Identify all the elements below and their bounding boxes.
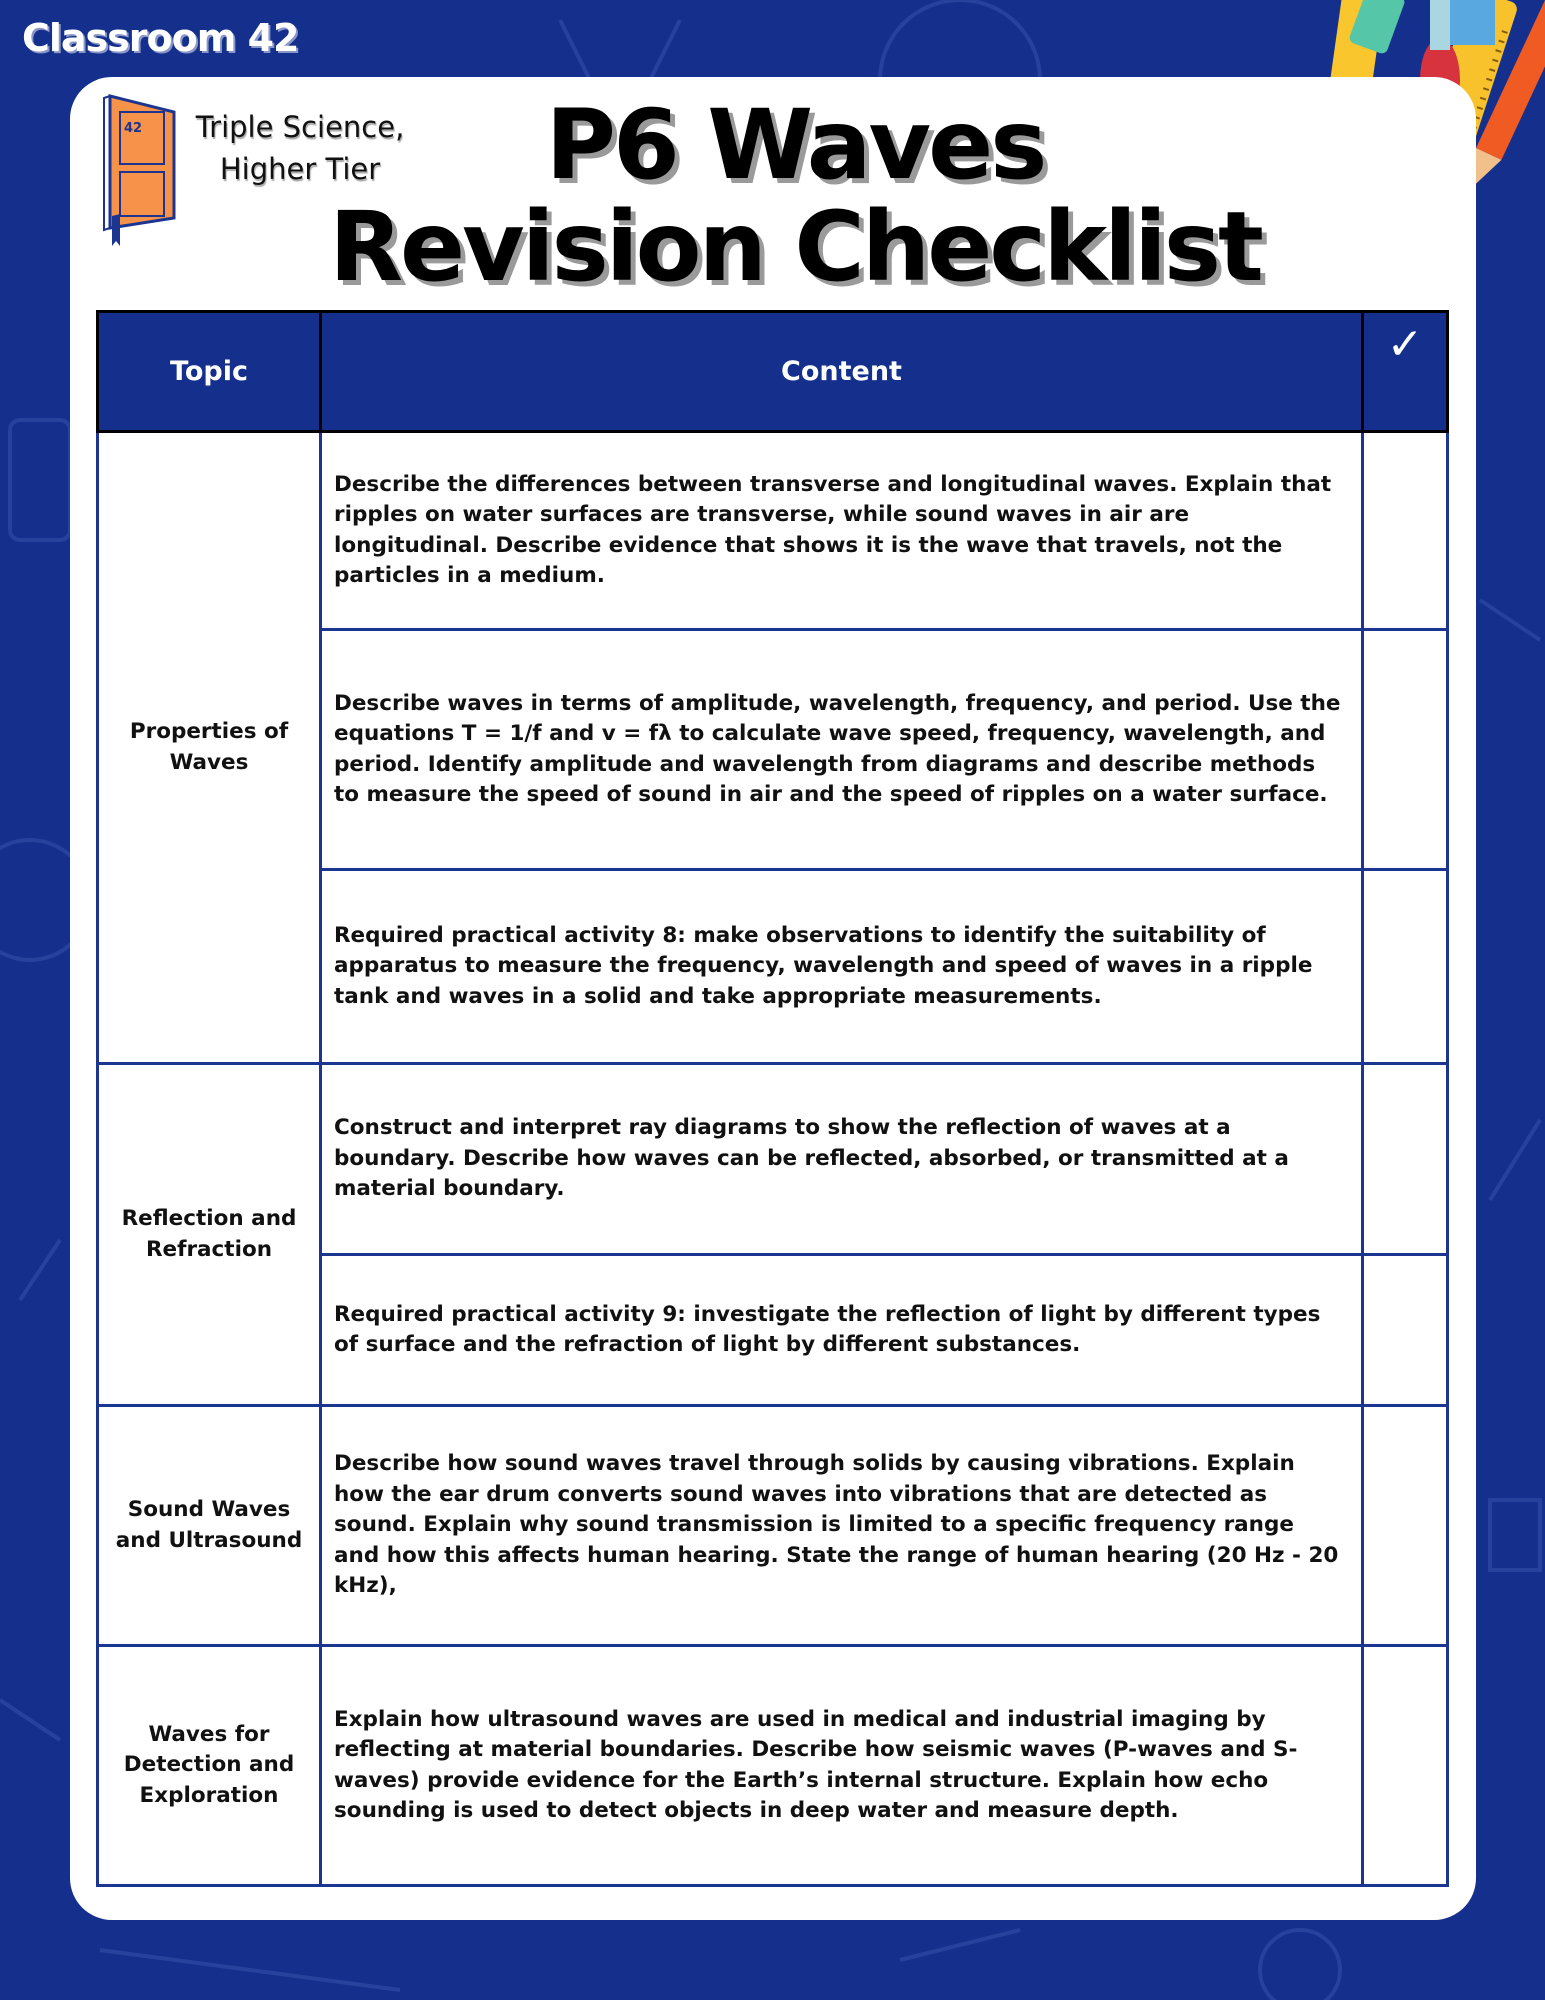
table-header-row (98, 312, 1448, 432)
topic-cell: Sound Waves and Ultrasound (98, 1406, 321, 1646)
header-topic: Topic (98, 312, 321, 432)
content-cell: Describe how sound waves travel through solids by causing vibrations. Explain how the ear drum converts sound waves into vibrations that are detected as sound. Explain why sound transmission is limited to a specific frequency range and how this affects human hearing. State the range of human hearing (20 Hz - 20 kHz), (321, 1406, 1363, 1646)
page-title-line-2: Revision Checklist (329, 191, 1261, 303)
content-cell: Required practical activity 9: investigate the reflection of light by different types of surface and the refraction of light by different substances. (321, 1255, 1363, 1406)
checkbox-cell[interactable] (1363, 1255, 1448, 1406)
checkbox-cell[interactable] (1363, 1646, 1448, 1886)
topic-cell: Waves for Detection and Exploration (98, 1646, 321, 1886)
book-door-icon (100, 92, 180, 252)
checkbox-cell[interactable] (1363, 630, 1448, 870)
header-check-icon: ✓ (1363, 312, 1448, 432)
content-cell: Describe waves in terms of amplitude, wavelength, frequency, and period. Use the equations T = 1/f and v = fλ to calculate wave speed, frequency, wavelength, and period. Identify amplitude and wavelength from diagrams and describe methods to measure the speed of sound in air and the speed of ripples on a water surface. (321, 630, 1363, 870)
brand-name: Classroom 42 (22, 16, 299, 60)
page-title: P6 Waves (545, 89, 1045, 201)
checkbox-cell[interactable] (1363, 1064, 1448, 1255)
header-content: Content (321, 312, 1363, 432)
revision-checklist-table (96, 310, 1449, 1887)
checkbox-cell[interactable] (1363, 432, 1448, 630)
svg-text:42: 42 (124, 121, 143, 136)
content-cell: Construct and interpret ray diagrams to show the reflection of waves at a boundary. Describe how waves can be reflected, absorbed, or transmitted at a material boundary. (321, 1064, 1363, 1255)
subtitle-line: Triple Science, (195, 110, 405, 144)
table-row (98, 1064, 1448, 1255)
topic-cell: Reflection and Refraction (98, 1064, 321, 1406)
checkbox-cell[interactable] (1363, 1406, 1448, 1646)
topic-cell: Properties of Waves (98, 432, 321, 1064)
table-row (98, 1646, 1448, 1886)
content-cell: Describe the differences between transverse and longitudinal waves. Explain that ripples on water surfaces are transverse, while sound waves in air are longitudinal. Describe evidence that shows it is the wave that travels, not the particles in a medium. (321, 432, 1363, 630)
subtitle-line: Higher Tier (219, 152, 381, 186)
table-row (98, 432, 1448, 630)
table-row (98, 1406, 1448, 1646)
content-cell: Explain how ultrasound waves are used in medical and industrial imaging by reflecting at material boundaries. Describe how seismic waves (P-waves and S-waves) provide evidence for the Earth’s internal structure. Explain how echo sounding is used to detect objects in deep water and measure depth. (321, 1646, 1363, 1886)
checkbox-cell[interactable] (1363, 870, 1448, 1064)
content-cell: Required practical activity 8: make observations to identify the suitability of apparatus to measure the frequency, wavelength and speed of waves in a ripple tank and waves in a solid and take appropriate measurements. (321, 870, 1363, 1064)
